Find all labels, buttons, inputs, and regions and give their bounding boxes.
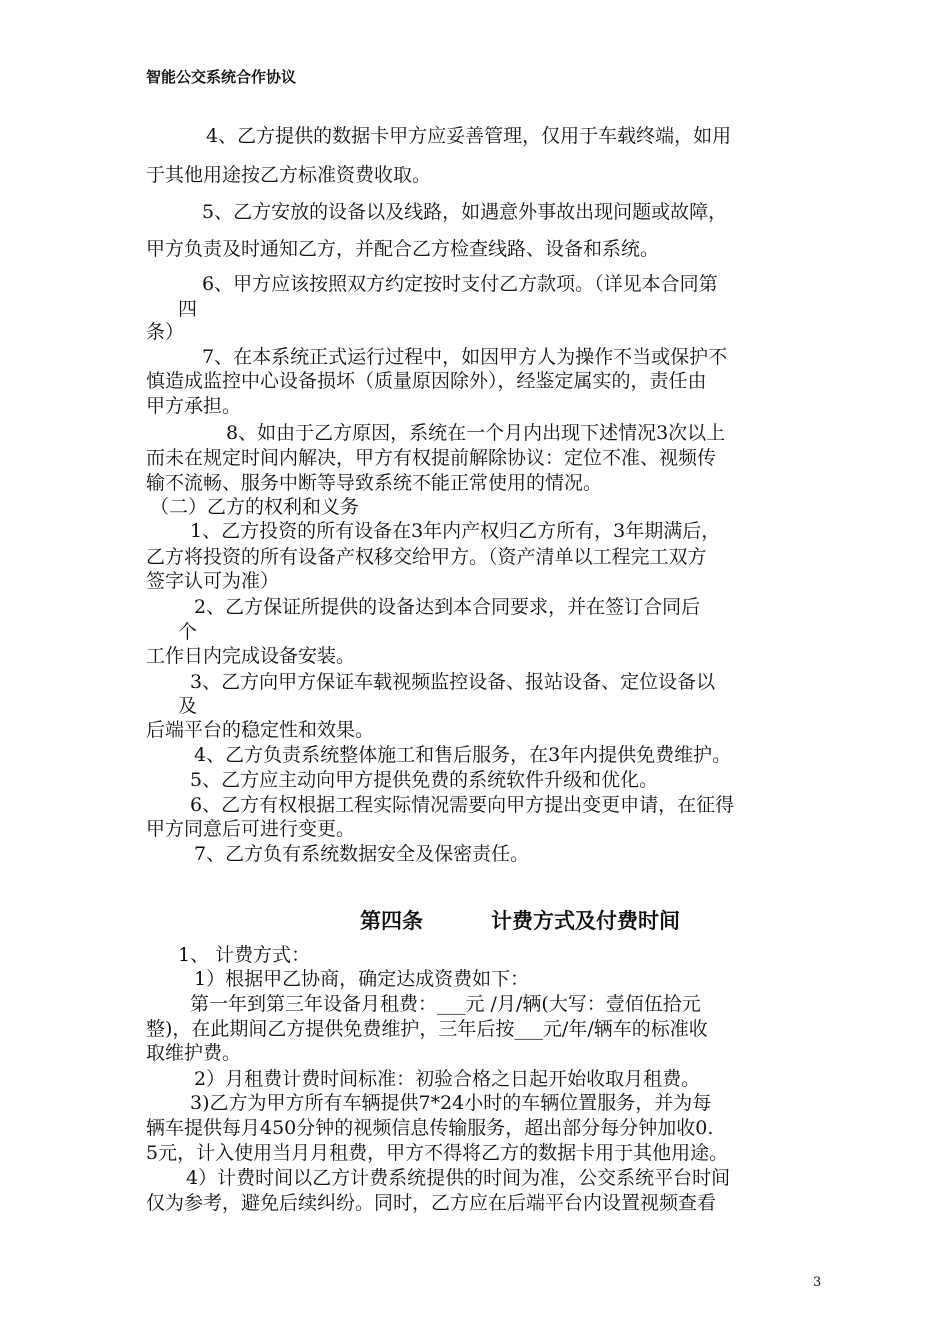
text-line: 输不流畅、服务中断等导致系统不能正常使用的情况。 (146, 472, 603, 494)
text-line: 4）计费时间以乙方计费系统提供的时间为准，公交系统平台时间 (186, 1167, 731, 1189)
document-header: 智能公交系统合作协议 (146, 68, 297, 86)
section-number: 第四条 (360, 909, 423, 933)
text-line: 工作日内完成设备安装。 (146, 645, 356, 667)
section-heading (360, 905, 680, 935)
text-line: 乙方将投资的所有设备产权移交给甲方。（资产清单以工程完工双方 (146, 546, 707, 568)
text-line: 甲方负责及时通知乙方，并配合乙方检查线路、设备和系统。 (146, 238, 660, 260)
text-line: 甲方同意后可进行变更。 (146, 818, 356, 840)
text-line: 3)乙方为甲方所有车辆提供7*24小时的车辆位置服务，并为每 (190, 1092, 712, 1114)
text-line: 7、乙方负有系统数据安全及保密责任。 (194, 843, 530, 865)
text-line: 后端平台的稳定性和效果。 (146, 719, 375, 741)
text-line: 个 (178, 621, 198, 643)
text-line: 条） (146, 321, 185, 343)
text-line: 6、乙方有权根据工程实际情况需要向甲方提出变更申请，在征得 (190, 794, 735, 816)
text-line: 甲方承担。 (146, 395, 242, 417)
text-line: 慎造成监控中心设备损坏（质量原因除外），经鉴定属实的，责任由 (146, 370, 707, 392)
text-line: 5、乙方应主动向甲方提供免费的系统软件升级和优化。 (190, 769, 659, 791)
text-line: 仅为参考，避免后续纠纷。同时，乙方应在后端平台内设置视频查看 (146, 1192, 717, 1214)
text-line: 于其他用途按乙方标准资费收取。 (146, 164, 432, 186)
page-number: 3 (813, 1275, 822, 1290)
text-line: 及 (178, 695, 198, 717)
text-line: 1、 计费方式： (178, 944, 311, 966)
text-line: 1）根据甲乙协商，确定达成资费如下： (194, 968, 530, 990)
text-line: 4、乙方提供的数据卡甲方应妥善管理，仅用于车载终端，如用 (206, 125, 732, 147)
text-line: 2、乙方保证所提供的设备达到本合同要求，并在签订合同后 (194, 596, 701, 618)
text-line: 整)，在此期间乙方提供免费维护，三年后按___元/年/辆车的标准收 (146, 1018, 708, 1040)
text-line: 8、如由于乙方原因，系统在一个月内出现下述情况3次以上 (226, 422, 726, 444)
text-line: 1、乙方投资的所有设备在3年内产权归乙方所有，3年期满后， (190, 520, 721, 542)
text-line: 而未在规定时间内解决，甲方有权提前解除协议：定位不准、视频传 (146, 447, 717, 469)
text-line: 取维护费。 (146, 1042, 242, 1064)
text-line: 6、甲方应该按照双方约定按时支付乙方款项。（详见本合同第 (202, 273, 718, 295)
text-line: 四 (178, 298, 198, 320)
text-line: 4、乙方负责系统整体施工和售后服务，在3年内提供免费维护。 (194, 744, 732, 766)
text-line: 2）月租费计费时间标准：初验合格之日起开始收取月租费。 (194, 1068, 701, 1090)
text-line: 3、乙方向甲方保证车载视频监控设备、报站设备、定位设备以 (190, 671, 716, 693)
text-line: 7、在本系统正式运行过程中，如因甲方人为操作不当或保护不 (202, 346, 728, 368)
text-line: 辆车提供每月450分钟的视频信息传输服务，超出部分每分钟加收0. (146, 1117, 714, 1139)
subsection-title: （二）乙方的权利和义务 (150, 496, 360, 518)
text-line: 5、乙方安放的设备以及线路，如遇意外事故出现问题或故障， (202, 201, 728, 223)
section-title: 计费方式及付费时间 (491, 909, 680, 933)
text-line: 签字认可为准） (146, 570, 280, 592)
text-line: 5元，计入使用当月月租费，甲方不得将乙方的数据卡用于其他用途。 (146, 1142, 729, 1164)
text-line: 第一年到第三年设备月租费：___元 /月/辆(大写：壹佰伍拾元 (190, 993, 701, 1015)
